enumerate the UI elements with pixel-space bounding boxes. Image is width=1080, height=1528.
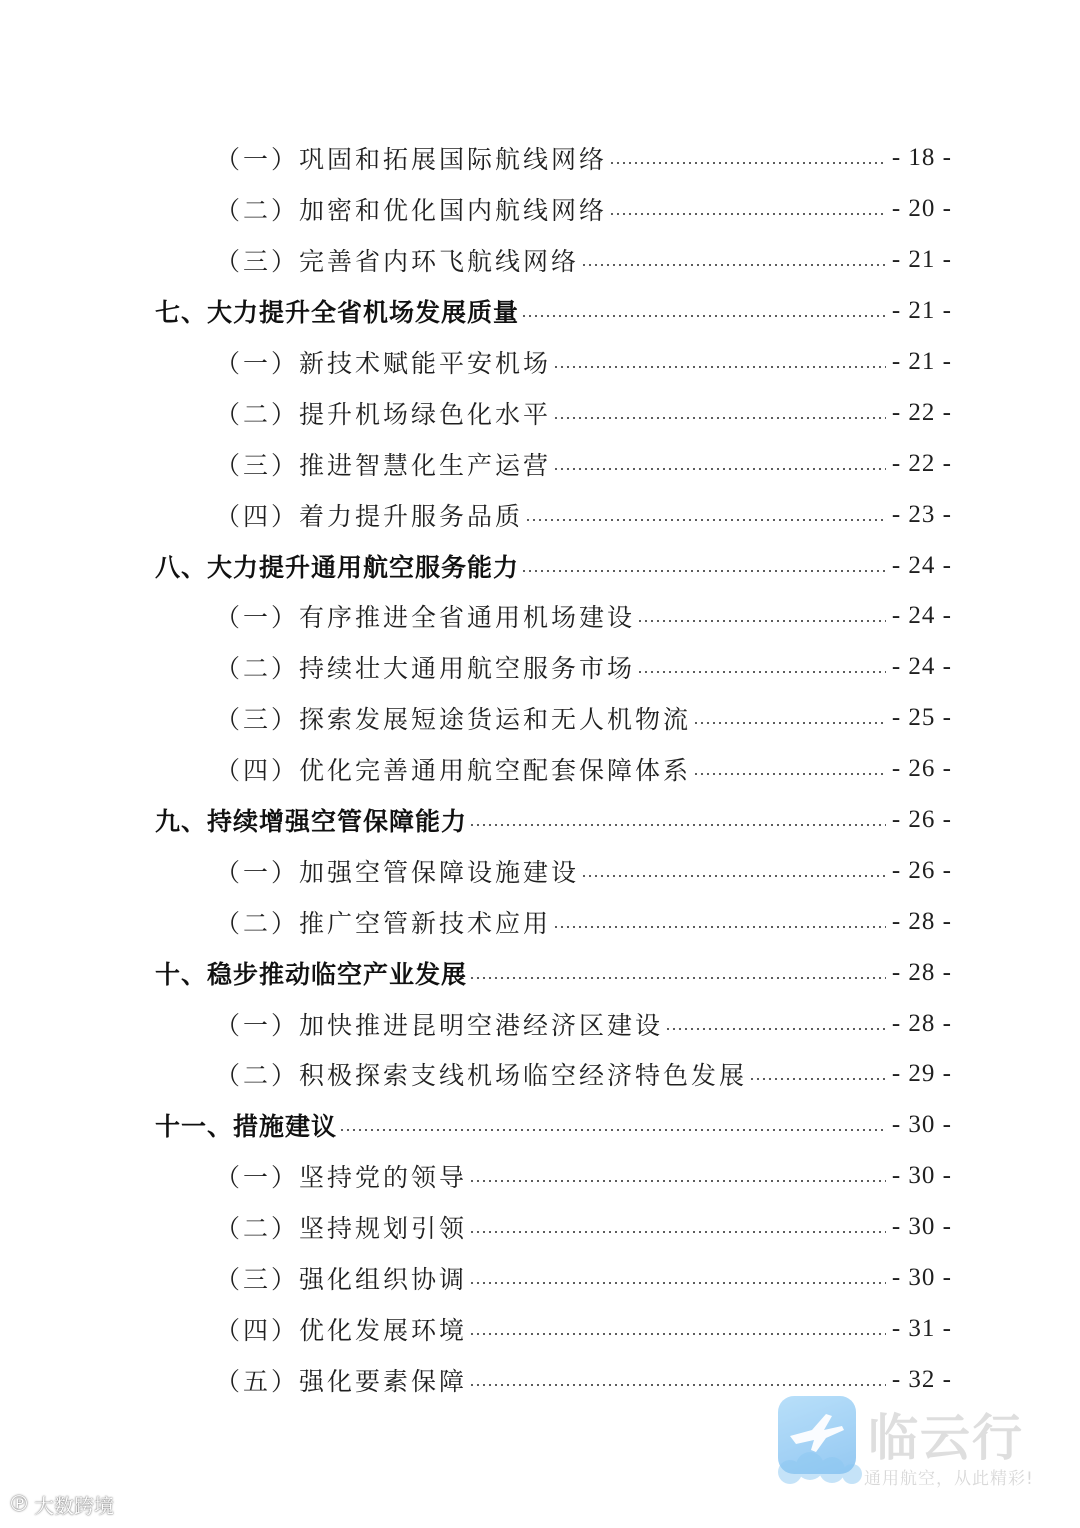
toc-entry[interactable] bbox=[0, 184, 1080, 235]
toc-page-number: - 30 - bbox=[891, 1111, 952, 1139]
toc-leader-dots bbox=[339, 1128, 886, 1132]
toc-page-number: - 22 - bbox=[891, 449, 952, 477]
toc-page-number: - 29 - bbox=[891, 1060, 952, 1088]
toc-chapter-title: 九、持续增强空管保障能力 bbox=[155, 807, 468, 837]
toc-entry[interactable] bbox=[0, 1303, 1080, 1354]
toc-entry-title: （五）强化要素保障 bbox=[215, 1366, 468, 1396]
toc-leader-dots bbox=[469, 1230, 886, 1234]
toc-entry[interactable] bbox=[0, 438, 1080, 489]
toc-page-number: - 31 - bbox=[891, 1314, 952, 1342]
toc-entry-title: （四）优化完善通用航空配套保障体系 bbox=[215, 756, 692, 786]
toc-entry[interactable] bbox=[0, 693, 1080, 744]
toc-page-number: - 21 - bbox=[891, 246, 952, 274]
toc-leader-dots bbox=[581, 874, 886, 878]
toc-entry-title: （二）积极探索支线机场临空经济特色发展 bbox=[215, 1061, 748, 1091]
toc-page-number: - 30 - bbox=[891, 1162, 952, 1190]
toc-leader-dots bbox=[521, 569, 886, 573]
toc-page-number: - 26 - bbox=[891, 806, 952, 834]
toc-chapter-title: 七、大力提升全省机场发展质量 bbox=[155, 298, 520, 328]
toc-entry-title: （四）着力提升服务品质 bbox=[215, 501, 524, 531]
toc-leader-dots bbox=[553, 416, 886, 420]
toc-leader-dots bbox=[581, 263, 886, 267]
toc-entry[interactable] bbox=[0, 642, 1080, 693]
toc-leader-dots bbox=[469, 1281, 886, 1285]
toc-entry-title: （二）提升机场绿色化水平 bbox=[215, 399, 552, 429]
linyunxing-watermark bbox=[772, 1392, 1072, 1492]
toc-entry[interactable] bbox=[0, 845, 1080, 896]
toc-page-number: - 24 - bbox=[891, 602, 952, 630]
toc-entry-title: （四）优化发展环境 bbox=[215, 1315, 468, 1345]
toc-entry-title: （一）巩固和拓展国际航线网络 bbox=[215, 145, 608, 175]
toc-page-number: - 22 - bbox=[891, 398, 952, 426]
toc-entry[interactable] bbox=[0, 998, 1080, 1049]
toc-page-number: - 26 - bbox=[891, 755, 952, 783]
toc-entry-title: （一）加强空管保障设施建设 bbox=[215, 857, 580, 887]
toc-leader-dots bbox=[469, 1383, 886, 1387]
toc-leader-dots bbox=[553, 467, 886, 471]
toc-entry[interactable] bbox=[0, 1202, 1080, 1253]
toc-leader-dots bbox=[521, 314, 886, 318]
toc-chapter-title: 十一、措施建议 bbox=[155, 1112, 338, 1142]
toc-entry[interactable] bbox=[0, 896, 1080, 947]
toc-chapter-entry[interactable] bbox=[0, 540, 1080, 591]
toc-page-number: - 20 - bbox=[891, 195, 952, 223]
toc-page-number: - 30 - bbox=[891, 1264, 952, 1292]
table-of-contents bbox=[0, 133, 1080, 1405]
toc-chapter-entry[interactable] bbox=[0, 795, 1080, 846]
toc-page-number: - 26 - bbox=[891, 856, 952, 884]
toc-entry-title: （三）探索发展短途货运和无人机物流 bbox=[215, 705, 692, 735]
toc-leader-dots bbox=[609, 212, 886, 216]
toc-chapter-title: 八、大力提升通用航空服务能力 bbox=[155, 552, 520, 582]
toc-leader-dots bbox=[749, 1077, 886, 1081]
toc-page-number: - 28 - bbox=[891, 958, 952, 986]
toc-leader-dots bbox=[637, 619, 886, 623]
toc-entry[interactable] bbox=[0, 591, 1080, 642]
toc-page-number: - 23 - bbox=[891, 500, 952, 528]
toc-entry-title: （二）加密和优化国内航线网络 bbox=[215, 196, 608, 226]
toc-entry[interactable] bbox=[0, 1151, 1080, 1202]
toc-entry-title: （三）推进智慧化生产运营 bbox=[215, 450, 552, 480]
toc-entry[interactable] bbox=[0, 1049, 1080, 1100]
toc-page-number: - 28 - bbox=[891, 907, 952, 935]
toc-chapter-entry[interactable] bbox=[0, 1100, 1080, 1151]
toc-entry[interactable] bbox=[0, 387, 1080, 438]
toc-leader-dots bbox=[637, 670, 886, 674]
toc-leader-dots bbox=[665, 1027, 886, 1031]
toc-entry[interactable] bbox=[0, 133, 1080, 184]
toc-page-number: - 30 - bbox=[891, 1213, 952, 1241]
toc-leader-dots bbox=[469, 976, 886, 980]
toc-leader-dots bbox=[693, 772, 886, 776]
toc-leader-dots bbox=[553, 925, 886, 929]
toc-entry[interactable] bbox=[0, 489, 1080, 540]
brand-name: 临云行 bbox=[868, 1409, 1024, 1467]
dashu-watermark bbox=[8, 1490, 114, 1519]
toc-leader-dots bbox=[609, 161, 886, 165]
brand-tagline: 通用航空，从此精彩! bbox=[864, 1469, 1034, 1489]
toc-entry[interactable] bbox=[0, 1253, 1080, 1304]
toc-chapter-title: 十、稳步推动临空产业发展 bbox=[155, 959, 468, 989]
toc-entry-title: （一）坚持党的领导 bbox=[215, 1163, 468, 1193]
toc-page-number: - 28 - bbox=[891, 1009, 952, 1037]
cloud-icon bbox=[772, 1450, 868, 1486]
toc-entry-title: （一）加快推进昆明空港经济区建设 bbox=[215, 1010, 664, 1040]
toc-leader-dots bbox=[469, 823, 886, 827]
toc-page-number: - 24 - bbox=[891, 653, 952, 681]
toc-page-number: - 21 - bbox=[891, 297, 952, 325]
toc-leader-dots bbox=[553, 365, 886, 369]
weibo-icon: ℗ bbox=[8, 1492, 30, 1517]
watermark-text: 大数跨境 bbox=[34, 1494, 114, 1518]
toc-page-number: - 32 - bbox=[891, 1365, 952, 1393]
toc-leader-dots bbox=[525, 518, 886, 522]
toc-page-number: - 21 - bbox=[891, 348, 952, 375]
toc-entry-title: （三）完善省内环飞航线网络 bbox=[215, 247, 580, 277]
toc-page-number: - 18 - bbox=[891, 144, 952, 172]
toc-leader-dots bbox=[693, 721, 886, 725]
toc-entry[interactable] bbox=[0, 235, 1080, 286]
toc-entry-title: （二）坚持规划引领 bbox=[215, 1214, 468, 1244]
toc-leader-dots bbox=[469, 1179, 886, 1183]
toc-entry-title: （二）持续壮大通用航空服务市场 bbox=[215, 654, 636, 684]
toc-entry-title: （一）有序推进全省通用机场建设 bbox=[215, 603, 636, 633]
toc-entry-title: （一）新技术赋能平安机场 bbox=[215, 349, 552, 378]
toc-page-number: - 25 - bbox=[891, 704, 952, 732]
toc-chapter-entry[interactable] bbox=[0, 947, 1080, 998]
toc-chapter-entry[interactable] bbox=[0, 286, 1080, 337]
toc-entry[interactable] bbox=[0, 337, 1080, 388]
toc-entry-title: （三）强化组织协调 bbox=[215, 1265, 468, 1295]
toc-entry[interactable] bbox=[0, 744, 1080, 795]
toc-entry-title: （二）推广空管新技术应用 bbox=[215, 908, 552, 938]
toc-leader-dots bbox=[469, 1332, 886, 1336]
toc-page-number: - 24 - bbox=[891, 551, 952, 579]
